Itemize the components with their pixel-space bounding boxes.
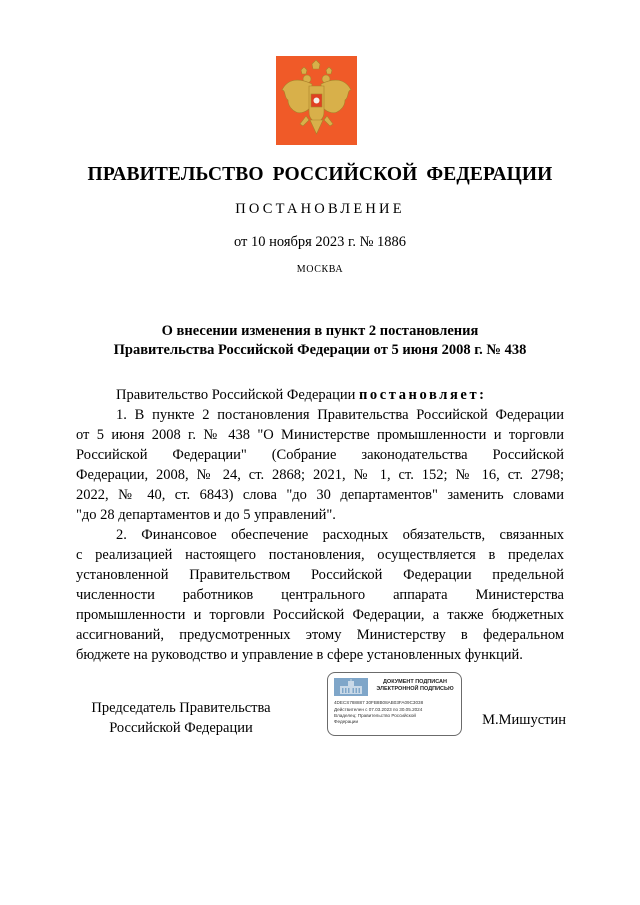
paragraph-1-line: Федерации, 2008, № 24, ст. 2868; 2021, № 1, ст. 152; № 16, ст. 2798; [76,467,564,483]
position-line: Российской Федерации [109,720,253,736]
document-type: ПОСТАНОВЛЕНИЕ [235,201,405,217]
paragraph-2-line: 2. Финансовое обеспечение расходных обязательств, связанных [116,527,564,543]
intro-line [116,385,564,405]
subject-line: О внесении изменения в пункт 2 постановления [161,323,479,339]
paragraph-2-line: с реализацией настоящего постановления, осуществляется в пределах [76,547,564,563]
paragraph-1-line: 2022, № 40, ст. 6843) слова "до 30 департаментов" заменить словами [76,487,564,503]
city: МОСКВА [296,264,344,275]
government-title: ПРАВИТЕЛЬСТВО РОССИЙСКОЙ ФЕДЕРАЦИИ [87,164,553,185]
paragraph-2-line: ассигнований, предусмотренных этому Министерству в федеральном [76,627,564,643]
coat-of-arms-icon [276,56,357,145]
signatory-position [76,698,286,738]
government-building-icon [334,678,368,696]
paragraph-2-line: установленной Правительством Российской Федерации предельной [76,567,564,583]
electronic-signature-stamp [327,672,462,736]
certificate-owner: Федерации [334,719,359,724]
certificate-serial: 4DECS788887 30FB8B08AB03FA09C3038 [334,700,424,705]
position-line: Председатель Правительства [91,700,271,716]
paragraph-1-line: Российской Федерации" (Собрание законодательства Российской [76,447,564,463]
paragraph-2-line: бюджете на руководство и управление в сфере установленных функций. [76,647,523,663]
intro-text: Правительство Российской Федерации [116,387,359,403]
paragraph-1-line: 1. В пункте 2 постановления Правительства Российской Федерации [116,407,564,423]
paragraph-2-line: промышленности и торговли Российской Федерации, а также бюджетных [76,607,564,623]
paragraph-2-line: численности работников центрального аппарата Министерства [76,587,564,603]
signatory-name: М.Мишустин [482,712,566,728]
paragraph-1-line: от 5 июня 2008 г. № 438 "О Министерстве промышленности и торговли [76,427,564,443]
paragraph-1-line: "до 28 департаментов и до 5 управлений". [76,507,336,523]
stamp-title [370,679,460,693]
certificate-validity: Действителен с 07.03.2023 по 30.05.2024 [334,707,423,712]
stamp-title-line: ЭЛЕКТРОННОЙ ПОДПИСЬЮ [376,686,454,692]
certificate-owner: Владелец: Правительство Российской [334,713,416,718]
intro-verb: постановляет: [358,387,487,403]
document-subject [0,322,640,360]
document-date-number: от 10 ноября 2023 г. № 1886 [233,234,407,250]
subject-line: Правительства Российской Федерации от 5 июня 2008 г. № 438 [113,342,527,358]
stamp-title-line: ДОКУМЕНТ ПОДПИСАН [383,679,447,685]
